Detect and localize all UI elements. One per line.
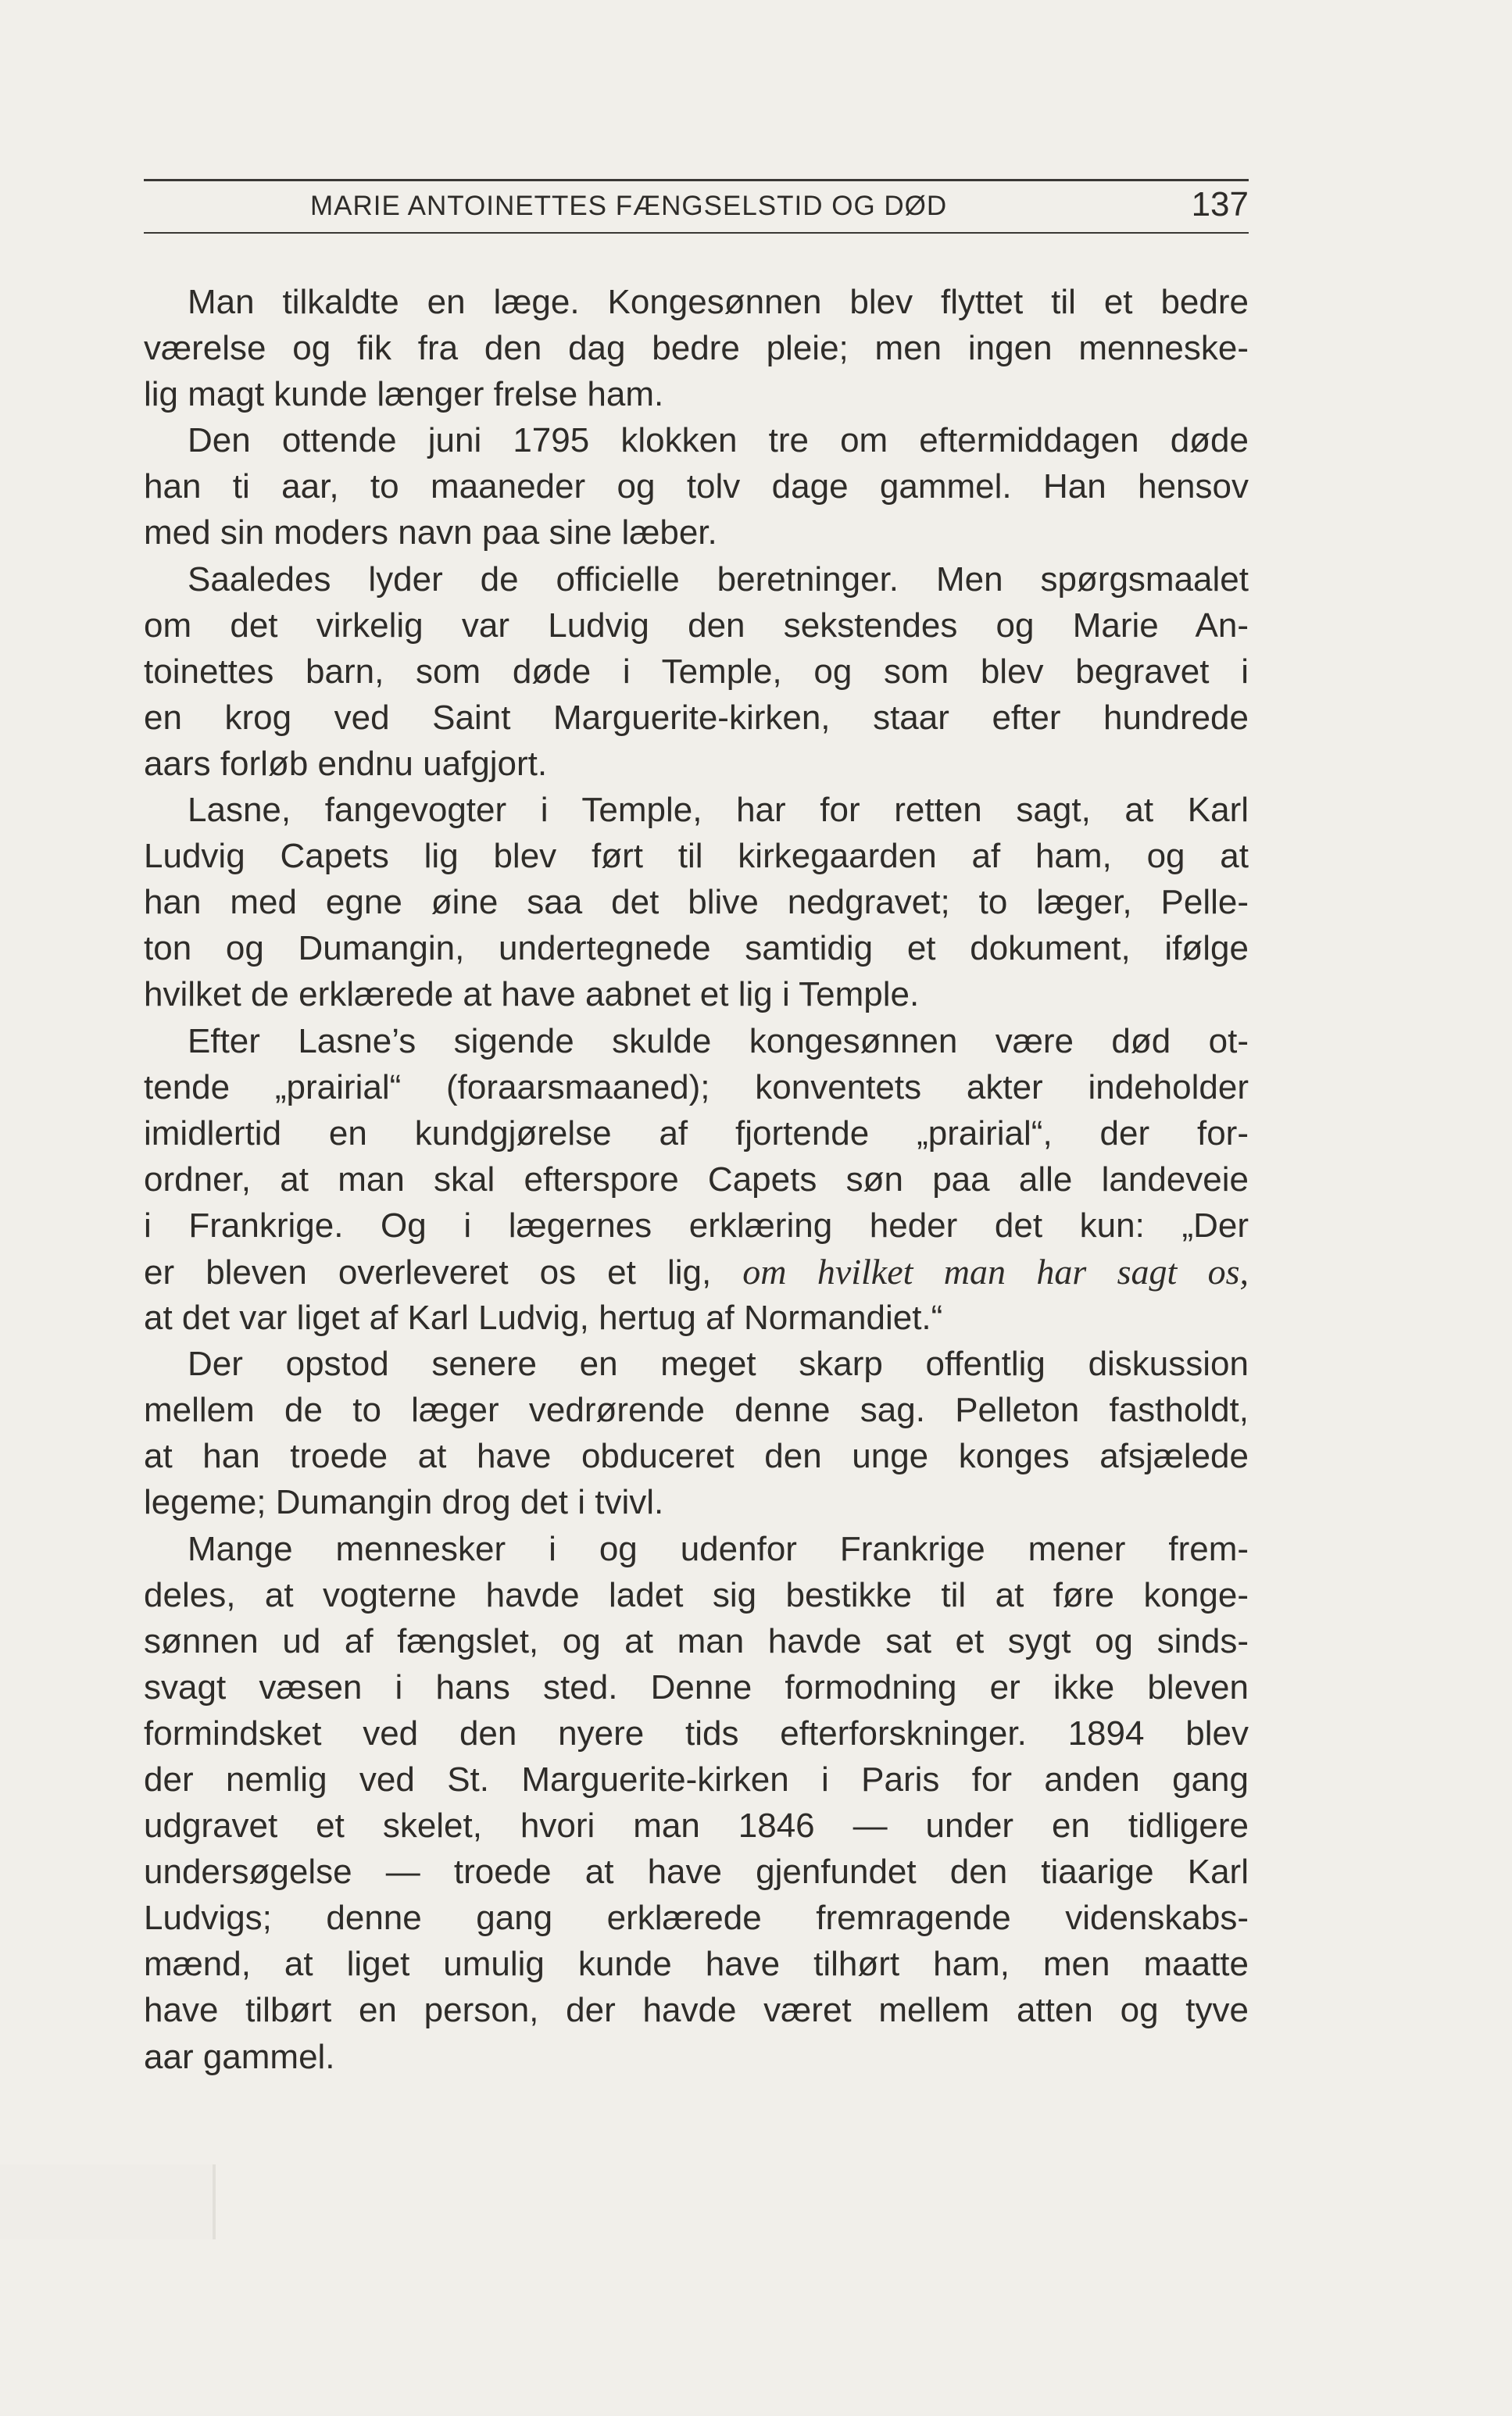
- text-segment: er bleven overleveret os et lig,: [144, 1253, 712, 1292]
- running-title: MARIE ANTOINETTES FÆNGSELSTID OG DØD: [310, 191, 948, 221]
- text-line: sønnen ud af fængslet, og at man havde sat et sygt og sinds-: [144, 1621, 1249, 1660]
- paragraph-5: [144, 1018, 1249, 1342]
- paragraph-1: [144, 279, 1249, 417]
- body-text: [144, 279, 1249, 2080]
- text-line: undersøgelse — troede at have gjenfundet den tiaarige Karl: [144, 1853, 1249, 1892]
- text-line: han med egne øine saa det blive nedgravet; to læger, Pelle-: [144, 883, 1249, 922]
- text-line: Den ottende juni 1795 klokken tre om eftermiddagen døde: [188, 421, 1249, 460]
- text-line: svagt væsen i hans sted. Denne formodning er ikke bleven: [144, 1667, 1249, 1707]
- text-line: der nemlig ved St. Marguerite-kirken i Paris for anden gang: [144, 1760, 1249, 1799]
- text-line: hvilket de erklærede at have aabnet et lig i Temple.: [144, 975, 920, 1014]
- paragraph-4: [144, 787, 1249, 1017]
- page-number: 137: [1191, 185, 1249, 223]
- scan-artifact: [0, 2164, 216, 2239]
- text-line: Mange mennesker i og udenfor Frankrige mener frem-: [188, 1529, 1249, 1568]
- text-line: Der opstod senere en meget skarp offentlig diskussion: [188, 1345, 1249, 1384]
- text-line: tende „prairial“ (foraarsmaaned); konventets akter indeholder: [144, 1067, 1249, 1106]
- text-line: om det virkelig var Ludvig den sekstendes og Marie An-: [144, 606, 1249, 645]
- text-line: en krog ved Saint Marguerite-kirken, staar efter hundrede: [144, 698, 1249, 737]
- running-header: [144, 181, 1249, 231]
- paragraph-6: [144, 1341, 1249, 1525]
- text-line: udgravet et skelet, hvori man 1846 — under en tidligere: [144, 1807, 1249, 1846]
- text-line: formindsket ved den nyere tids efterforskninger. 1894 blev: [144, 1714, 1249, 1753]
- text-line: ordner, at man skal efterspore Capets søn paa alle landeveie: [144, 1160, 1249, 1199]
- text-line: han ti aar, to maaneder og tolv dage gammel. Han hensov: [144, 467, 1249, 506]
- text-line: Ludvigs; denne gang erklærede fremragende videnskabs-: [144, 1899, 1249, 1938]
- text-line: imidlertid en kundgjørelse af fjortende „prairial“, der for-: [144, 1113, 1249, 1153]
- text-line: mænd, at liget umulig kunde have tilhørt ham, men maatte: [144, 1945, 1249, 1984]
- text-line: at han troede at have obduceret den unge konges afsjælede: [144, 1437, 1249, 1476]
- text-line: mellem de to læger vedrørende denne sag. Pelleton fastholdt,: [144, 1391, 1249, 1430]
- text-line: ton og Dumangin, undertegnede samtidig et dokument, ifølge: [144, 929, 1249, 968]
- text-line: Man tilkaldte en læge. Kongesønnen blev flyttet til et bedre: [188, 283, 1249, 321]
- italic-quote: om hvilket man har sagt os,: [742, 1251, 1249, 1292]
- text-line: Saaledes lyder de officielle beretninger. Men spørgsmaalet: [188, 559, 1249, 599]
- text-line: at det var liget af Karl Ludvig, hertug af Normandiet.“: [144, 1299, 943, 1338]
- paragraph-7: [144, 1526, 1249, 2080]
- text-line: i Frankrige. Og i lægernes erklæring heder det kun: „Der: [144, 1206, 1249, 1245]
- text-line: lig magt kunde længer frelse ham.: [144, 375, 664, 414]
- paragraph-2: [144, 417, 1249, 556]
- text-line: værelse og fik fra den dag bedre pleie; men ingen menneske-: [144, 329, 1249, 368]
- text-line: deles, at vogterne havde ladet sig bestikke til at føre konge-: [144, 1575, 1249, 1614]
- text-line: have tilbørt en person, der havde været mellem atten og tyve: [144, 1991, 1249, 2030]
- header-bottom-rule: [144, 232, 1249, 234]
- text-line: Lasne, fangevogter i Temple, har for retten sagt, at Karl: [188, 791, 1249, 830]
- text-line: toinettes barn, som døde i Temple, og som blev begravet i: [144, 652, 1249, 691]
- text-line: med sin moders navn paa sine læber.: [144, 513, 717, 552]
- text-line-with-italic: [144, 1249, 1249, 1295]
- text-line: aars forløb endnu uafgjort.: [144, 744, 548, 783]
- text-line: Efter Lasne’s sigende skulde kongesønnen være død ot-: [188, 1021, 1249, 1060]
- text-line: legeme; Dumangin drog det i tvivl.: [144, 1483, 664, 1522]
- text-line: aar gammel.: [144, 2037, 335, 2076]
- text-line: Ludvig Capets lig blev ført til kirkegaarden af ham, og at: [144, 837, 1249, 876]
- paragraph-3: [144, 556, 1249, 787]
